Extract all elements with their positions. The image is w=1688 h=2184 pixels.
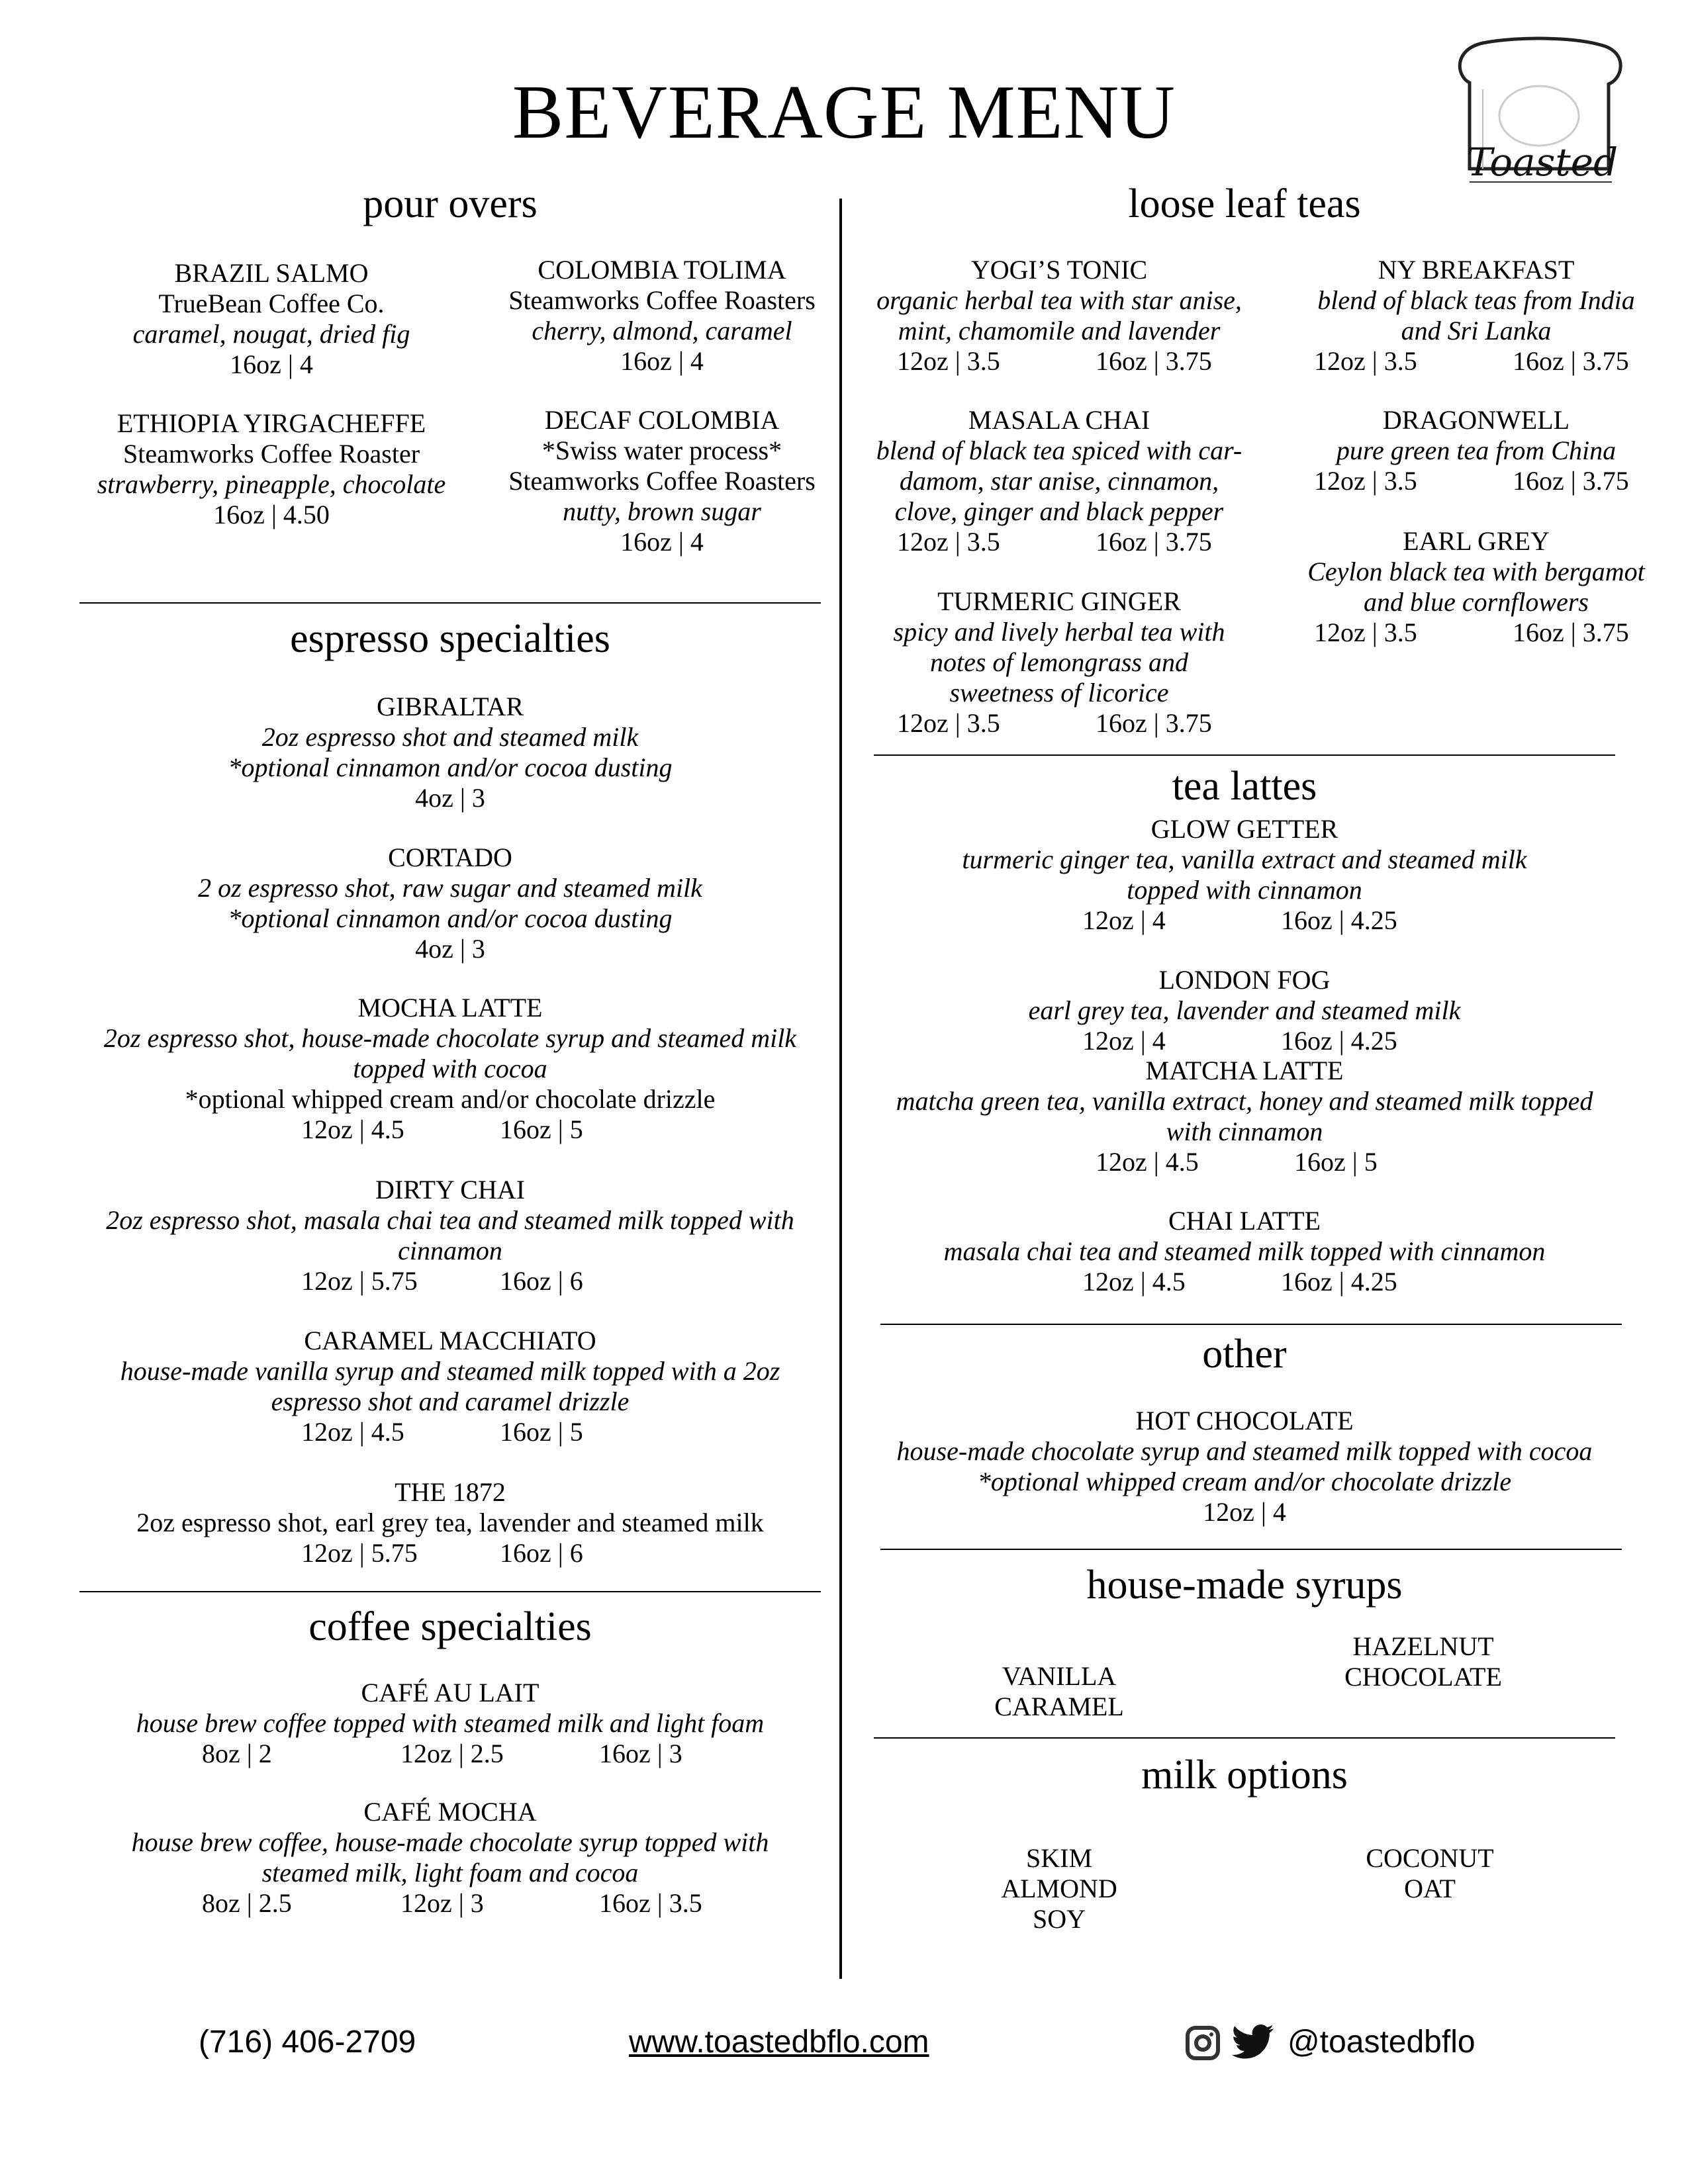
menu-item: LONDON FOG earl grey tea, lavender and steamed milk 12oz | 4 16oz | 4.25 xyxy=(1028,965,1461,1056)
social-handle: @toastedbflo xyxy=(1288,2025,1476,2060)
toasted-logo xyxy=(1443,36,1635,202)
section-heading-espresso: espresso specialties xyxy=(290,616,610,661)
section-heading-syrups: house-made syrups xyxy=(1086,1563,1403,1608)
milk-list-left xyxy=(953,1843,1165,1934)
milk-list-right xyxy=(1324,1843,1536,1904)
list-item: CHOCOLATE xyxy=(1344,1662,1502,1692)
menu-item: DECAF COLOMBIA *Swiss water process* Steamworks Coffee Roasters nutty, brown sugar 16oz | 4 xyxy=(508,405,816,557)
section-heading-other: other xyxy=(1202,1332,1287,1377)
instagram-icon[interactable] xyxy=(1185,2025,1221,2061)
menu-item: CHAI LATTE masala chai tea and steamed milk topped with cinnamon 12oz | 4.5 16oz | 4.25 xyxy=(943,1206,1546,1297)
twitter-icon[interactable] xyxy=(1231,2024,1275,2061)
list-item: COCONUT xyxy=(1366,1843,1494,1873)
section-heading-teas: loose leaf teas xyxy=(1128,181,1361,226)
section-divider xyxy=(874,754,1615,756)
menu-item: GLOW GETTER turmeric ginger tea, vanilla extract and steamed milk topped with cinnamon 12oz | 4 16oz | 4.25 xyxy=(962,814,1527,935)
menu-item: TURMERIC GINGER spicy and lively herbal tea with notes of lemongrass and sweetness of licorice 12oz | 3.5 16oz | 3.75 xyxy=(893,586,1225,738)
syrup-list-right xyxy=(1297,1631,1549,1692)
menu-item: CAFÉ MOCHA house brew coffee, house-made chocolate syrup topped with steamed milk, light foam and cocoa 8oz | 2.5 12oz | 3 16oz | 3.5 xyxy=(131,1797,769,1918)
section-heading-pour-overs: pour overs xyxy=(363,181,538,226)
menu-item: BRAZIL SALMO TrueBean Coffee Co. caramel, nougat, dried fig 16oz | 4 xyxy=(132,258,410,379)
section-divider xyxy=(880,1549,1622,1550)
menu-item: CARAMEL MACCHIATO house-made vanilla syrup and steamed milk topped with a 2oz espresso shot and caramel drizzle 12oz | 4.5 16oz | 5 xyxy=(120,1326,780,1447)
menu-item: CORTADO 2 oz espresso shot, raw sugar and steamed milk *optional cinnamon and/or cocoa dusting 4oz | 3 xyxy=(198,842,702,964)
list-item: OAT xyxy=(1404,1874,1456,1903)
menu-item: ETHIOPIA YIRGACHEFFE Steamworks Coffee Roaster strawberry, pineapple, chocolate 16oz | 4.50 xyxy=(97,408,446,529)
section-divider xyxy=(880,1324,1622,1325)
menu-item: YOGI’S TONIC organic herbal tea with star anise, mint, chamomile and lavender 12oz | 3.5 16oz | 3.75 xyxy=(876,255,1242,376)
section-divider xyxy=(874,1737,1615,1739)
menu-item: MATCHA LATTE matcha green tea, vanilla extract, honey and steamed milk topped with cinnamon 12oz | 4.5 16oz | 5 xyxy=(896,1056,1593,1177)
list-item: VANILLA xyxy=(1002,1661,1117,1691)
menu-item: COLOMBIA TOLIMA Steamworks Coffee Roasters cherry, almond, caramel 16oz | 4 xyxy=(508,255,816,376)
menu-item: MASALA CHAI blend of black tea spiced with car- damom, star anise, cinnamon, clove, ginger and black pepper 12oz | 3.5 16oz | 3.75 xyxy=(876,405,1243,557)
menu-item: GIBRALTAR 2oz espresso shot and steamed milk *optional cinnamon and/or cocoa dusting 4oz | 3 xyxy=(228,692,673,813)
list-item: ALMOND xyxy=(1001,1874,1117,1903)
menu-item: DRAGONWELL pure green tea from China 12oz | 3.5 16oz | 3.75 xyxy=(1314,405,1629,496)
section-heading-coffee: coffee specialties xyxy=(308,1604,592,1649)
phone-number: (716) 406-2709 xyxy=(199,2025,416,2060)
menu-item: CAFÉ AU LAIT house brew coffee topped with steamed milk and light foam 8oz | 2 12oz | 2.5 16oz | 3 xyxy=(136,1678,765,1768)
menu-item: MOCHA LATTE 2oz espresso shot, house-made chocolate syrup and steamed milk topped with cocoa *optional whipped cream and/or chocolate drizzle 12oz | 4.5 16oz | 5 xyxy=(103,993,797,1144)
section-divider xyxy=(79,602,821,604)
website-link[interactable]: www.toastedbflo.com xyxy=(629,2025,929,2060)
menu-item: NY BREAKFAST blend of black teas from India and Sri Lanka 12oz | 3.5 16oz | 3.75 xyxy=(1314,255,1635,376)
list-item: HAZELNUT xyxy=(1352,1631,1494,1661)
menu-item: EARL GREY Ceylon black tea with bergamot and blue cornflowers 12oz | 3.5 16oz | 3.75 xyxy=(1307,526,1645,647)
menu-title: BEVERAGE MENU xyxy=(512,70,1176,155)
section-heading-tea-lattes: tea lattes xyxy=(1172,764,1317,809)
toast-bread-logo-icon xyxy=(1443,36,1635,202)
list-item: CARAMEL xyxy=(994,1692,1124,1721)
section-heading-milk: milk options xyxy=(1141,1752,1348,1797)
section-divider xyxy=(79,1591,821,1592)
menu-item: THE 1872 2oz espresso shot, earl grey tea, lavender and steamed milk 12oz | 5.75 16oz | 6 xyxy=(136,1477,764,1568)
list-item: SOY xyxy=(1032,1904,1086,1934)
menu-item: DIRTY CHAI 2oz espresso shot, masala chai tea and steamed milk topped with cinnamon 12oz | 5.75 16oz | 6 xyxy=(106,1175,794,1296)
logo-text: Toasted xyxy=(1466,140,1618,185)
list-item: SKIM xyxy=(1025,1843,1093,1873)
menu-item: HOT CHOCOLATE house-made chocolate syrup and steamed milk topped with cocoa *optional whipped cream and/or chocolate drizzle 12oz | 4 xyxy=(896,1406,1593,1527)
syrup-list-left xyxy=(953,1661,1165,1722)
